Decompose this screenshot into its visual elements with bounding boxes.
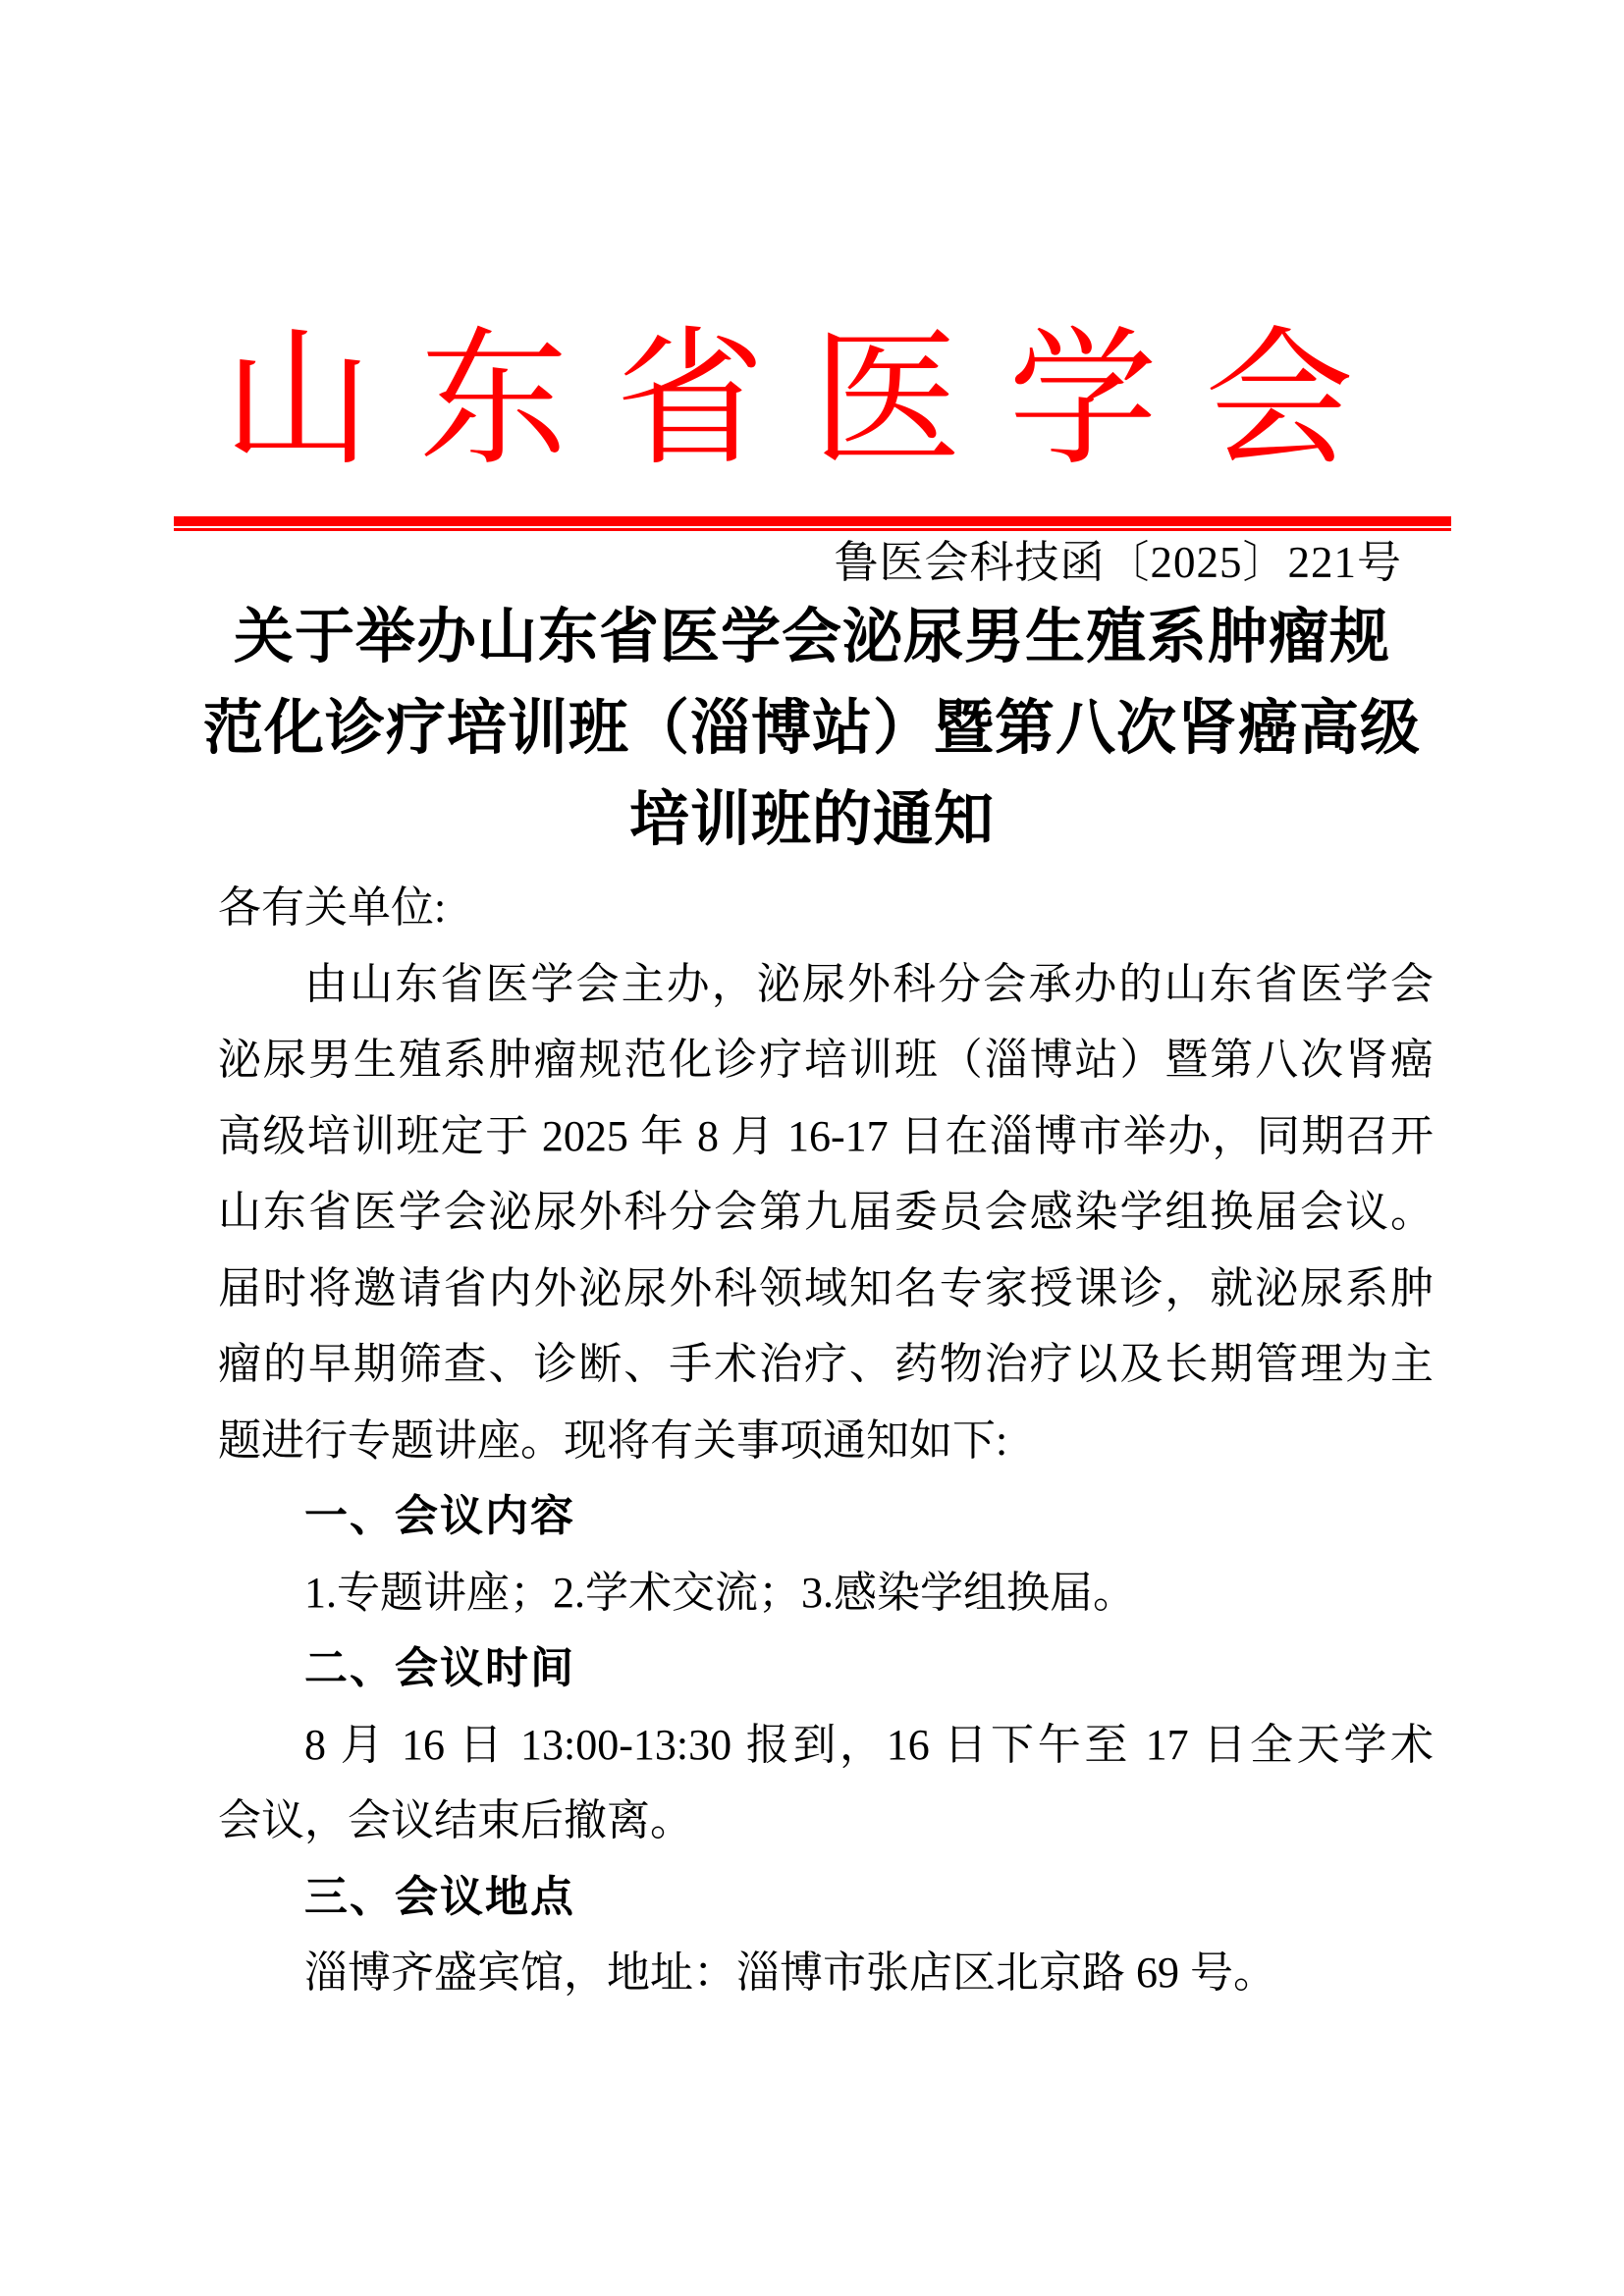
section-3-content: 淄博齐盛宾馆，地址：淄博市张店区北京路 69 号。 [304,1949,1276,1997]
notice-body [218,870,1434,2011]
red-separator-thick-line [174,516,1451,526]
notice-title-line-1: 关于举办山东省医学会泌尿男生殖系肿瘤规 [233,605,1390,670]
notice-title [0,592,1624,866]
paragraph-line: 瘤的早期筛查、诊断、手术治疗、药物治疗以及长期管理为主 [218,1340,1434,1388]
paragraph-line: 泌尿男生殖系肿瘤规范化诊疗培训班（淄博站）暨第八次肾癌 [218,1036,1434,1084]
red-separator [174,516,1451,531]
paragraph-line: 高级培训班定于 2025 年 8 月 16-17 日在淄博市举办，同期召开 [218,1111,1434,1160]
notice-title-line-2: 范化诊疗培训班（淄博站）暨第八次肾癌高级 [202,696,1421,762]
doc-number: 鲁医会科技函〔2025〕221号 [834,538,1402,587]
section-2-content-line: 8 月 16 日 13:00-13:30 报到，16 日下午至 17 日全天学术 [304,1720,1434,1769]
notice-title-line-3: 培训班的通知 [628,787,995,853]
salutation: 各有关单位: [218,883,447,932]
section-heading-2: 二、会议时间 [304,1644,575,1692]
org-title: 山东省医学会 [223,318,1401,483]
paragraph-line: 题进行专题讲座。现将有关事项通知如下: [218,1415,1008,1465]
section-heading-1: 一、会议内容 [304,1492,575,1540]
section-heading-3: 三、会议地点 [304,1872,575,1921]
paragraph-line: 由山东省医学会主办，泌尿外科分会承办的山东省医学会 [304,959,1434,1008]
paragraph-line: 届时将邀请省内外泌尿外科领域知名专家授课诊，就泌尿系肿 [218,1263,1434,1312]
paragraph-line: 山东省医学会泌尿外科分会第九届委员会感染学组换届会议。 [218,1188,1434,1236]
section-2-content-line: 会议，会议结束后撤离。 [218,1796,693,1844]
red-separator-thin-line [174,528,1451,531]
section-1-content: 1.专题讲座；2.学术交流；3.感染学组换届。 [304,1568,1136,1617]
